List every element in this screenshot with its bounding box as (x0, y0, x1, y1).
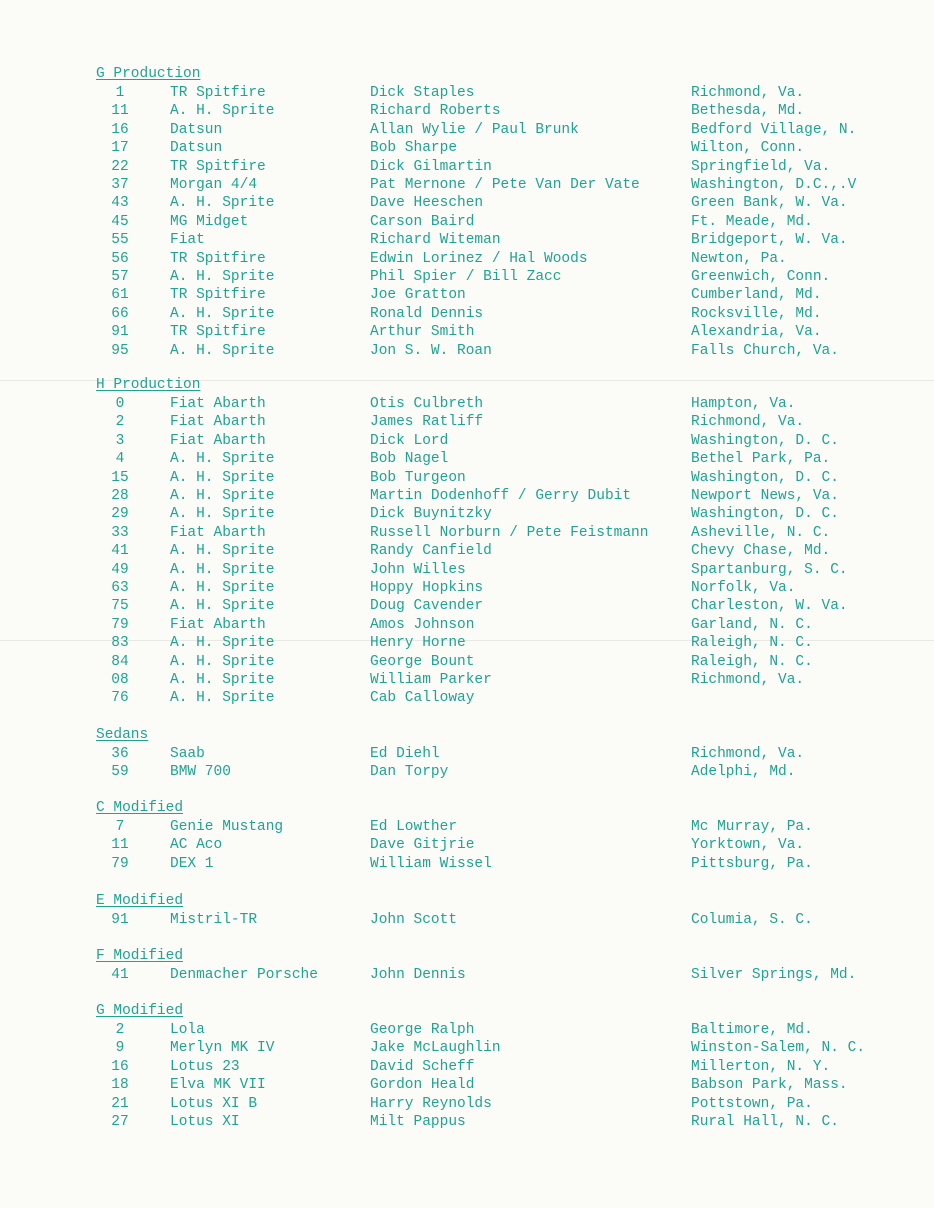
entry-row (0, 505, 934, 523)
car-number: 55 (111, 232, 129, 249)
hometown: Chevy Chase, Md. (691, 543, 831, 560)
hometown: Rural Hall, N. C. (691, 1114, 839, 1130)
entry-row (0, 176, 934, 194)
entry-row (0, 250, 934, 268)
entry-row (0, 689, 934, 707)
car-model: A. H. Sprite (170, 469, 275, 486)
entry-row (0, 597, 934, 615)
hometown: Washington, D. C. (691, 506, 839, 523)
entry-row (0, 395, 934, 413)
car-number: 95 (111, 342, 129, 359)
car-number: 49 (111, 561, 129, 578)
car-model: Fiat Abarth (170, 616, 266, 633)
car-model: Fiat Abarth (170, 396, 266, 412)
hometown: Newton, Pa. (691, 250, 787, 267)
driver-name: Dan Torpy (370, 764, 449, 781)
car-number: 79 (111, 855, 129, 872)
hometown: Hampton, Va. (691, 396, 796, 412)
hometown: Richmond, Va. (691, 414, 805, 431)
entry-row (0, 413, 934, 431)
car-number: 9 (115, 1040, 125, 1057)
driver-name: Joe Gratton (370, 287, 466, 304)
driver-name: Otis Culbreth (370, 396, 484, 412)
car-number: 41 (111, 967, 129, 983)
driver-name: Dick Gilmartin (370, 158, 492, 175)
driver-name: Richard Witeman (370, 232, 501, 249)
section-heading: E Modified (96, 893, 184, 909)
driver-name: Randy Canfield (370, 543, 492, 560)
car-model: BMW 700 (170, 764, 231, 781)
driver-name: Dick Staples (370, 85, 475, 101)
car-model: DEX 1 (170, 855, 214, 872)
car-number: 15 (111, 469, 129, 486)
driver-name: James Ratliff (370, 414, 484, 431)
hometown: Asheville, N. C. (691, 524, 831, 541)
hometown: Washington, D.C.,.V (691, 177, 857, 193)
driver-name: Bob Turgeon (370, 469, 466, 486)
car-model: A. H. Sprite (170, 635, 275, 652)
entry-row (0, 818, 934, 836)
car-model: Fiat Abarth (170, 524, 266, 541)
section-heading: C Modified (96, 800, 184, 816)
hometown: Richmond, Va. (691, 672, 805, 688)
hometown: Green Bank, W. Va. (691, 195, 848, 212)
hometown: Rocksville, Md. (691, 305, 822, 322)
hometown: Winston-Salem, N. C. (691, 1040, 866, 1057)
entry-row (0, 194, 934, 212)
entry-row (0, 1113, 934, 1131)
entry-row (0, 671, 934, 689)
car-model: TR Spitfire (170, 287, 266, 304)
car-number: 4 (115, 451, 125, 468)
entry-row (0, 342, 934, 360)
hometown: Pottstown, Pa. (691, 1095, 813, 1112)
entry-row (0, 561, 934, 579)
driver-name: Jake McLaughlin (370, 1040, 501, 1057)
entry-row (0, 305, 934, 323)
driver-name: Dick Buynitzky (370, 506, 492, 523)
car-model: Lotus 23 (170, 1058, 240, 1075)
car-model: A. H. Sprite (170, 305, 275, 322)
driver-name: Russell Norburn / Pete Feistmann (370, 524, 649, 541)
car-model: MG Midget (170, 213, 249, 230)
hometown: Spartanburg, S. C. (691, 561, 848, 578)
car-model: A. H. Sprite (170, 653, 275, 670)
car-number: 75 (111, 598, 129, 615)
entry-row (0, 653, 934, 671)
driver-name: William Wissel (370, 855, 492, 872)
car-number: 1 (115, 85, 125, 101)
hometown: Richmond, Va. (691, 85, 805, 101)
entry-row (0, 121, 934, 139)
car-number: 56 (111, 250, 129, 267)
car-number: 33 (111, 524, 129, 541)
car-model: A. H. Sprite (170, 195, 275, 212)
hometown: Ft. Meade, Md. (691, 213, 813, 230)
car-number: 27 (111, 1114, 129, 1130)
driver-name: Arthur Smith (370, 324, 475, 341)
entry-row (0, 542, 934, 560)
entry-row (0, 579, 934, 597)
driver-name: Bob Sharpe (370, 140, 458, 157)
car-number: 11 (111, 103, 129, 120)
driver-name: John Scott (370, 912, 458, 928)
car-number: 16 (111, 1058, 129, 1075)
car-number: 37 (111, 177, 129, 193)
car-model: A. H. Sprite (170, 506, 275, 523)
hometown: Raleigh, N. C. (691, 653, 813, 670)
hometown: Wilton, Conn. (691, 140, 805, 157)
hometown: Silver Springs, Md. (691, 967, 857, 983)
car-number: 36 (111, 746, 129, 762)
driver-name: Jon S. W. Roan (370, 342, 492, 359)
car-model: TR Spitfire (170, 250, 266, 267)
car-number: 91 (111, 324, 129, 341)
car-model: A. H. Sprite (170, 598, 275, 615)
driver-name: David Scheff (370, 1058, 475, 1075)
car-model: Mistril-TR (170, 912, 258, 928)
driver-name: Allan Wylie / Paul Brunk (370, 121, 579, 138)
car-model: Merlyn MK IV (170, 1040, 275, 1057)
car-model: Elva MK VII (170, 1077, 266, 1094)
car-number: 28 (111, 488, 129, 504)
car-number: 7 (115, 819, 125, 835)
hometown: Washington, D. C. (691, 469, 839, 486)
car-number: 11 (111, 837, 129, 854)
driver-name: Milt Pappus (370, 1114, 466, 1130)
car-model: TR Spitfire (170, 324, 266, 341)
entry-row (0, 286, 934, 304)
entry-row (0, 745, 934, 763)
hometown: Yorktown, Va. (691, 837, 805, 854)
hometown: Babson Park, Mass. (691, 1077, 848, 1094)
entry-row (0, 1021, 934, 1039)
entry-row (0, 1058, 934, 1076)
entry-row (0, 1095, 934, 1113)
hometown: Alexandria, Va. (691, 324, 822, 341)
hometown: Baltimore, Md. (691, 1022, 813, 1038)
driver-name: Ronald Dennis (370, 305, 484, 322)
entry-row (0, 763, 934, 781)
car-model: TR Spitfire (170, 85, 266, 101)
entry-row (0, 102, 934, 120)
driver-name: William Parker (370, 672, 492, 688)
car-model: Morgan 4/4 (170, 177, 258, 193)
entry-row (0, 231, 934, 249)
hometown: Adelphi, Md. (691, 764, 796, 781)
driver-name: Ed Diehl (370, 746, 440, 762)
hometown: Washington, D. C. (691, 432, 839, 449)
driver-name: Dick Lord (370, 432, 449, 449)
car-number: 84 (111, 653, 129, 670)
driver-name: John Dennis (370, 967, 466, 983)
hometown: Charleston, W. Va. (691, 598, 848, 615)
driver-name: Hoppy Hopkins (370, 580, 484, 596)
driver-name: Bob Nagel (370, 451, 449, 468)
entry-row (0, 323, 934, 341)
hometown: Columia, S. C. (691, 912, 813, 928)
entry-row (0, 1039, 934, 1057)
car-number: 91 (111, 912, 129, 928)
car-number: 21 (111, 1095, 129, 1112)
hometown: Falls Church, Va. (691, 342, 839, 359)
hometown: Raleigh, N. C. (691, 635, 813, 652)
car-model: Saab (170, 746, 205, 762)
entry-row (0, 524, 934, 542)
car-model: A. H. Sprite (170, 103, 275, 120)
entry-row (0, 911, 934, 929)
entry-row (0, 855, 934, 873)
car-number: 63 (111, 580, 129, 596)
entry-row (0, 1076, 934, 1094)
hometown: Greenwich, Conn. (691, 269, 831, 285)
car-number: 57 (111, 269, 129, 285)
car-model: A. H. Sprite (170, 543, 275, 560)
car-model: Lotus XI (170, 1114, 240, 1130)
car-model: A. H. Sprite (170, 580, 275, 596)
driver-name: Pat Mernone / Pete Van Der Vate (370, 177, 640, 193)
car-model: A. H. Sprite (170, 342, 275, 359)
entry-row (0, 158, 934, 176)
section-heading: G Modified (96, 1003, 184, 1019)
section-heading: G Production (96, 66, 201, 82)
car-number: 2 (115, 1022, 125, 1038)
hometown: Bethesda, Md. (691, 103, 805, 120)
car-model: A. H. Sprite (170, 451, 275, 468)
car-model: Lola (170, 1022, 205, 1038)
car-number: 2 (115, 414, 125, 431)
hometown: Bridgeport, W. Va. (691, 232, 848, 249)
car-number: 61 (111, 287, 129, 304)
car-model: A. H. Sprite (170, 561, 275, 578)
driver-name: Amos Johnson (370, 616, 475, 633)
car-number: 43 (111, 195, 129, 212)
hometown: Cumberland, Md. (691, 287, 822, 304)
entry-row (0, 450, 934, 468)
car-model: TR Spitfire (170, 158, 266, 175)
car-number: 3 (115, 432, 125, 449)
car-number: 18 (111, 1077, 129, 1094)
car-number: 76 (111, 690, 129, 707)
driver-name: Carson Baird (370, 213, 475, 230)
car-number: 16 (111, 121, 129, 138)
car-number: 22 (111, 158, 129, 175)
car-number: 83 (111, 635, 129, 652)
car-number: 17 (111, 140, 129, 157)
driver-name: Edwin Lorinez / Hal Woods (370, 250, 588, 267)
driver-name: Ed Lowther (370, 819, 458, 835)
car-model: A. H. Sprite (170, 269, 275, 285)
car-model: Fiat Abarth (170, 432, 266, 449)
entry-row (0, 432, 934, 450)
car-model: A. H. Sprite (170, 672, 275, 688)
driver-name: Dave Gitjrie (370, 837, 475, 854)
car-model: Datsun (170, 121, 223, 138)
hometown: Norfolk, Va. (691, 580, 796, 596)
entry-row (0, 213, 934, 231)
driver-name: John Willes (370, 561, 466, 578)
section-heading: F Modified (96, 948, 184, 964)
car-model: Lotus XI B (170, 1095, 258, 1112)
entry-row (0, 84, 934, 102)
driver-name: Richard Roberts (370, 103, 501, 120)
car-model: AC Aco (170, 837, 223, 854)
hometown: Richmond, Va. (691, 746, 805, 762)
car-number: 41 (111, 543, 129, 560)
hometown: Bedford Village, N. (691, 121, 857, 138)
hometown: Garland, N. C. (691, 616, 813, 633)
car-number: 66 (111, 305, 129, 322)
driver-name: George Ralph (370, 1022, 475, 1038)
driver-name: Phil Spier / Bill Zacc (370, 269, 562, 285)
driver-name: Doug Cavender (370, 598, 484, 615)
section-heading: H Production (96, 377, 201, 393)
driver-name: Gordon Heald (370, 1077, 475, 1094)
car-number: 29 (111, 506, 129, 523)
car-model: Fiat Abarth (170, 414, 266, 431)
driver-name: George Bount (370, 653, 475, 670)
driver-name: Harry Reynolds (370, 1095, 492, 1112)
car-model: Fiat (170, 232, 205, 249)
entry-row (0, 836, 934, 854)
hometown: Mc Murray, Pa. (691, 819, 813, 835)
car-model: Denmacher Porsche (170, 967, 318, 983)
driver-name: Cab Calloway (370, 690, 475, 707)
car-number: 45 (111, 213, 129, 230)
car-number: 59 (111, 764, 129, 781)
entry-row (0, 469, 934, 487)
entry-row (0, 966, 934, 984)
car-model: A. H. Sprite (170, 690, 275, 707)
hometown: Pittsburg, Pa. (691, 855, 813, 872)
car-number: 79 (111, 616, 129, 633)
entry-row (0, 616, 934, 634)
car-number: 0 (115, 396, 125, 412)
hometown: Bethel Park, Pa. (691, 451, 831, 468)
entry-row (0, 268, 934, 286)
hometown: Newport News, Va. (691, 488, 839, 504)
hometown: Millerton, N. Y. (691, 1058, 831, 1075)
driver-name: Martin Dodenhoff / Gerry Dubit (370, 488, 632, 504)
section-heading: Sedans (96, 727, 149, 743)
car-number: 08 (111, 672, 129, 688)
driver-name: Henry Horne (370, 635, 466, 652)
car-model: Datsun (170, 140, 223, 157)
driver-name: Dave Heeschen (370, 195, 484, 212)
entry-row (0, 487, 934, 505)
car-model: Genie Mustang (170, 819, 284, 835)
hometown: Springfield, Va. (691, 158, 831, 175)
car-model: A. H. Sprite (170, 488, 275, 504)
entry-row (0, 634, 934, 652)
entry-row (0, 139, 934, 157)
